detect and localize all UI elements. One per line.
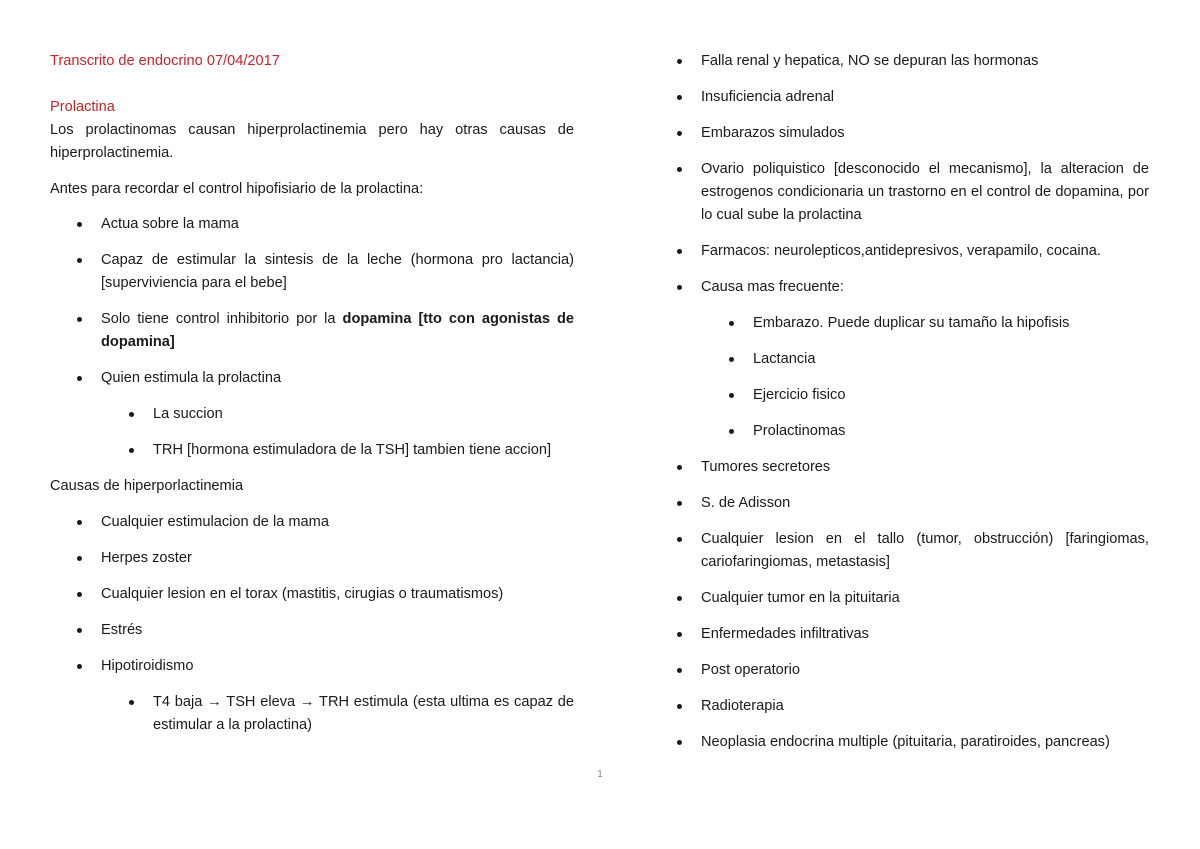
causa-frecuente-sublist — [650, 312, 1149, 443]
list-item: Ovario poliquistico [desconocido el mecanismo], la alteracion de estrogenos condicionaria un trastorno en el control de dopamina, por lo cual sube la prolactina — [650, 158, 1149, 227]
list-item: Quien estimula la prolactina — [50, 367, 574, 390]
sublist-item: TRH [hormona estimuladora de la TSH] tambien tiene accion] — [50, 439, 574, 462]
list-item: Insuficiencia adrenal — [650, 86, 1149, 109]
section-heading-prolactina: Prolactina — [50, 99, 115, 115]
list-item: Cualquier tumor en la pituitaria — [650, 587, 1149, 610]
list-item: Cualquier lesion en el torax (mastitis, cirugias o traumatismos) — [50, 583, 574, 606]
document-title: Transcrito de endocrino 07/04/2017 — [50, 53, 280, 69]
list-item: Actua sobre la mama — [50, 213, 574, 236]
list-item: Neoplasia endocrina multiple (pituitaria, paratiroides, pancreas) — [650, 731, 1149, 754]
list-item: Falla renal y hepatica, NO se depuran las hormonas — [650, 50, 1149, 73]
sublist-item: La succion — [50, 403, 574, 426]
list-item: Herpes zoster — [50, 547, 574, 570]
sublist-item: Embarazo. Puede duplicar su tamaño la hipofisis — [650, 312, 1149, 335]
sublist-item: Ejercicio fisico — [650, 384, 1149, 407]
intro-paragraph: Los prolactinomas causan hiperprolactinemia pero hay otras causas de hiperprolactinemia. — [50, 122, 574, 161]
list-item-text: Solo tiene control inhibitorio por la — [101, 311, 343, 327]
quien-estimula-sublist — [50, 403, 574, 462]
list-item: S. de Adisson — [650, 492, 1149, 515]
list-item: Radioterapia — [650, 695, 1149, 718]
list-item: Estrés — [50, 619, 574, 642]
list-item: Tumores secretores — [650, 456, 1149, 479]
list-item: Capaz de estimular la sintesis de la leche (hormona pro lactancia)[superviviencia para el bebe] — [50, 249, 574, 295]
list-item-dopamina — [50, 308, 574, 354]
page-number: 1 — [597, 769, 603, 780]
dopamina-emphasis: dopamina [tto con agonistas de dopamina] — [101, 311, 575, 350]
control-list — [50, 213, 574, 390]
list-item: Causa mas frecuente: — [650, 276, 1149, 299]
control-intro-paragraph: Antes para recordar el control hipofisiario de la prolactina: — [50, 181, 424, 197]
list-item: Post operatorio — [650, 659, 1149, 682]
left-column — [50, 50, 574, 737]
causas-list-continued-b — [650, 456, 1149, 754]
sublist-item: Prolactinomas — [650, 420, 1149, 443]
list-item: Enfermedades infiltrativas — [650, 623, 1149, 646]
causas-list — [50, 511, 574, 678]
list-item: Cualquier estimulacion de la mama — [50, 511, 574, 534]
list-item: Cualquier lesion en el tallo (tumor, obstrucción) [faringiomas, cariofaringiomas, metastasis] — [650, 528, 1149, 574]
list-item: Farmacos: neurolepticos,antidepresivos, verapamilo, cocaina. — [650, 240, 1149, 263]
list-item: Hipotiroidismo — [50, 655, 574, 678]
causas-heading: Causas de hiperporlactinemia — [50, 478, 244, 494]
sublist-item: T4 baja → TSH eleva → TRH estimula (esta ultima es capaz de estimular a la prolactina) — [50, 691, 574, 737]
list-item: Embarazos simulados — [650, 122, 1149, 145]
sublist-item: Lactancia — [650, 348, 1149, 371]
hipotiroidismo-sublist — [50, 691, 574, 737]
causas-list-continued — [650, 50, 1149, 299]
right-column — [650, 50, 1149, 754]
